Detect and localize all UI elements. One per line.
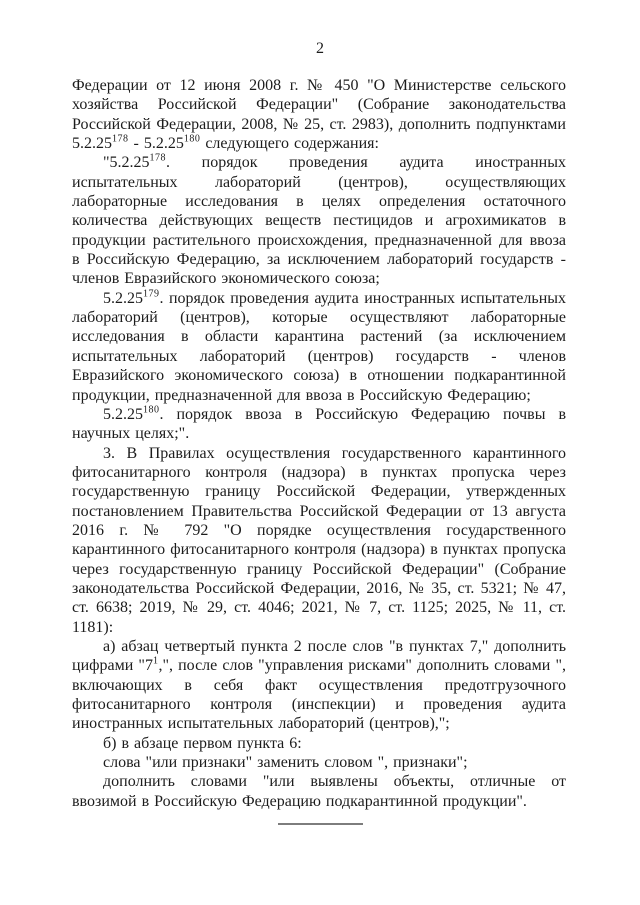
paragraph: Федерации от 12 июня 2008 г. № 450 "О Министерстве сельского хозяйства Российской Федерации" (Собрание законодательства Российской Федерации, 2008, № 25, ст. 2983), дополнить подпунктами 5.2.25$^{178}$ - 5.2.25$^{180}$ следующего содержания: xyxy=(72,77,566,153)
paragraph: 3. В Правилах осуществления государственного карантинного фитосанитарного контроля (надзора) в пунктах пропуска через государственную границу Российской Федерации, утвержденных постановлением Правительства Российской Федерации от 13 августа 2016 г. № 792 "О порядке осуществления государственного карантинного фитосанитарного контроля (надзора) в пунктах пропуска через государственную границу Российской Федерации" (Собрание законодательства Российской Федерации, 2016, № 35, ст. 5321; № 47, ст. 6638; 2019, № 29, ст. 4046; 2021, № 7, ст. 1125; 2025, № 11, ст. 1181): xyxy=(72,444,566,636)
superscript-number: 178 xyxy=(149,153,167,165)
superscript-number: 180 xyxy=(143,404,160,416)
document-body xyxy=(72,76,566,811)
superscript-number: 1 xyxy=(152,655,159,667)
superscript-number: 178 xyxy=(112,133,129,145)
paragraph: а) абзац четвертый пункта 2 после слов "в пунктах 7," дополнить цифрами "$7^1$,", после слов "управления рисками" дополнить словами ", включающих в себя факт осуществления предотгрузочного фитосанитарного контроля (инспекции) и проведения аудита иностранных испытательных лабораторий (центров),"; xyxy=(72,637,566,733)
paragraph: 5.2.25$^{180}$. порядок ввоза в Российскую Федерацию почвы в научных целях;". xyxy=(72,404,566,443)
paragraph: слова "или признаки" заменить словом ", признаки"; xyxy=(103,754,468,772)
superscript-number: 179 xyxy=(143,288,160,300)
paragraph: б) в абзаце первом пункта 6: xyxy=(103,734,302,752)
paragraph: дополнить словами "или выявлены объекты, отличные от ввозимой в Российскую Федерацию подкарантинной продукции". xyxy=(72,773,566,810)
paragraph: "5.2.25$^{178}$. порядок проведения аудита иностранных испытательных лабораторий (центров), осуществляющих лабораторные исследования в целях определения остаточного количества действующих веществ пестицидов и агрохимикатов в продукции растительного происхождения, предназначенной для ввоза в Российскую Федерацию, за исключением лабораторий государств - членов Евразийского экономического союза; xyxy=(72,153,566,288)
footnote-separator-line xyxy=(278,823,363,825)
superscript-number: 180 xyxy=(183,133,201,145)
page-number: 2 xyxy=(316,40,324,57)
paragraph: 5.2.25$^{179}$. порядок проведения аудита иностранных испытательных лабораторий (центров), которые осуществляют лабораторные исследования в области карантина растений (за исключением испытательных лабораторий (центров) государств - членов Евразийского экономического союза) в отношении подкарантинной продукции, предназначенной для ввоза в Российскую Федерацию; xyxy=(72,288,566,404)
